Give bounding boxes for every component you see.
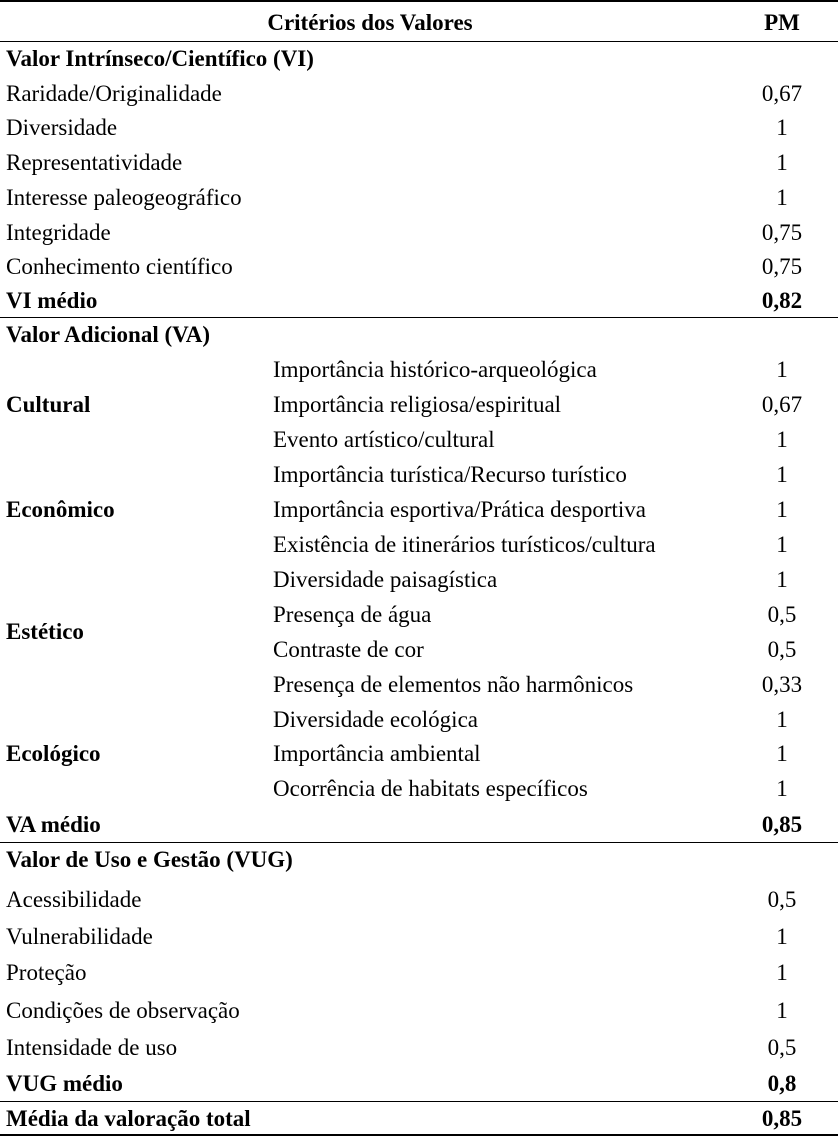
va-group-cultural: Cultural: [6, 392, 91, 417]
vug-item-pm: 1: [776, 998, 788, 1023]
va-item-pm: 1: [776, 427, 788, 452]
vug-item-label: Vulnerabilidade: [6, 924, 153, 949]
vi-item-pm: 0,75: [761, 220, 803, 245]
va-item-pm: 0,67: [761, 392, 803, 417]
va-item-pm: 1: [776, 741, 788, 766]
va-item-pm: 1: [776, 532, 788, 557]
header-criteria: Critérios dos Valores: [267, 10, 473, 35]
va-item-pm: 1: [776, 462, 788, 487]
vi-average-label: VI médio: [6, 288, 98, 313]
vi-item-label: Representatividade: [6, 150, 183, 175]
va-item-pm: 1: [776, 776, 788, 801]
table-top-rule: [0, 0, 838, 2]
va-item-pm: 1: [776, 707, 788, 732]
vug-item-pm: 1: [776, 960, 788, 985]
va-item-pm: 0,5: [767, 602, 797, 627]
total-average-label: Média da valoração total: [6, 1106, 251, 1131]
vi-item-pm: 1: [776, 185, 788, 210]
vug-item-label: Condições de observação: [6, 998, 240, 1023]
vug-section-title: Valor de Uso e Gestão (VUG): [6, 847, 293, 872]
va-item-label: Contraste de cor: [273, 637, 424, 662]
vug-item-label: Acessibilidade: [6, 887, 142, 912]
vug-average-label: VUG médio: [6, 1071, 123, 1096]
va-item-label: Ocorrência de habitats específicos: [273, 776, 588, 801]
va-item-label: Importância histórico-arqueológica: [273, 357, 597, 382]
vi-item-pm: 0,75: [761, 254, 803, 279]
va-item-label: Importância religiosa/espiritual: [273, 392, 562, 417]
va-item-label: Importância esportiva/Prática desportiva: [273, 497, 646, 522]
va-item-label: Presença de água: [273, 602, 432, 627]
va-item-label: Diversidade ecológica: [273, 707, 478, 732]
total-average-value: 0,85: [761, 1106, 803, 1131]
vi-item-pm: 1: [776, 150, 788, 175]
vug-item-pm: 1: [776, 924, 788, 949]
vi-item-label: Conhecimento científico: [6, 254, 233, 279]
va-group-estetico: Estético: [6, 619, 84, 644]
vi-item-pm: 0,67: [761, 81, 803, 106]
header-pm: PM: [764, 10, 800, 35]
vug-item-label: Proteção: [6, 960, 87, 985]
va-average-value: 0,85: [761, 812, 803, 837]
vug-item-pm: 0,5: [767, 887, 797, 912]
vi-item-pm: 1: [776, 115, 788, 140]
vi-item-label: Integridade: [6, 220, 111, 245]
va-item-pm: 0,33: [761, 672, 803, 697]
va-item-label: Existência de itinerários turísticos/cultura: [273, 532, 656, 557]
vi-average-value: 0,82: [761, 288, 803, 313]
va-item-pm: 1: [776, 497, 788, 522]
va-item-label: Diversidade paisagística: [273, 567, 498, 592]
vi-section-title: Valor Intrínseco/Científico (VI): [6, 46, 314, 71]
vug-item-label: Intensidade de uso: [6, 1035, 178, 1060]
vug-item-pm: 0,5: [767, 1035, 797, 1060]
va-group-economico: Econômico: [6, 497, 115, 522]
va-average-label: VA médio: [6, 812, 101, 837]
va-item-label: Evento artístico/cultural: [273, 427, 495, 452]
va-item-pm: 1: [776, 357, 788, 382]
va-item-label: Presença de elementos não harmônicos: [273, 672, 634, 697]
va-item-pm: 0,5: [767, 637, 797, 662]
va-group-ecologico: Ecológico: [6, 741, 101, 766]
va-section-title: Valor Adicional (VA): [6, 322, 211, 347]
vi-item-label: Diversidade: [6, 115, 118, 140]
va-item-pm: 1: [776, 567, 788, 592]
vi-item-label: Raridade/Originalidade: [6, 81, 222, 106]
vi-item-label: Interesse paleogeográfico: [6, 185, 242, 210]
va-item-label: Importância ambiental: [273, 741, 481, 766]
va-item-label: Importância turística/Recurso turístico: [273, 462, 627, 487]
vug-average-value: 0,8: [767, 1071, 797, 1096]
